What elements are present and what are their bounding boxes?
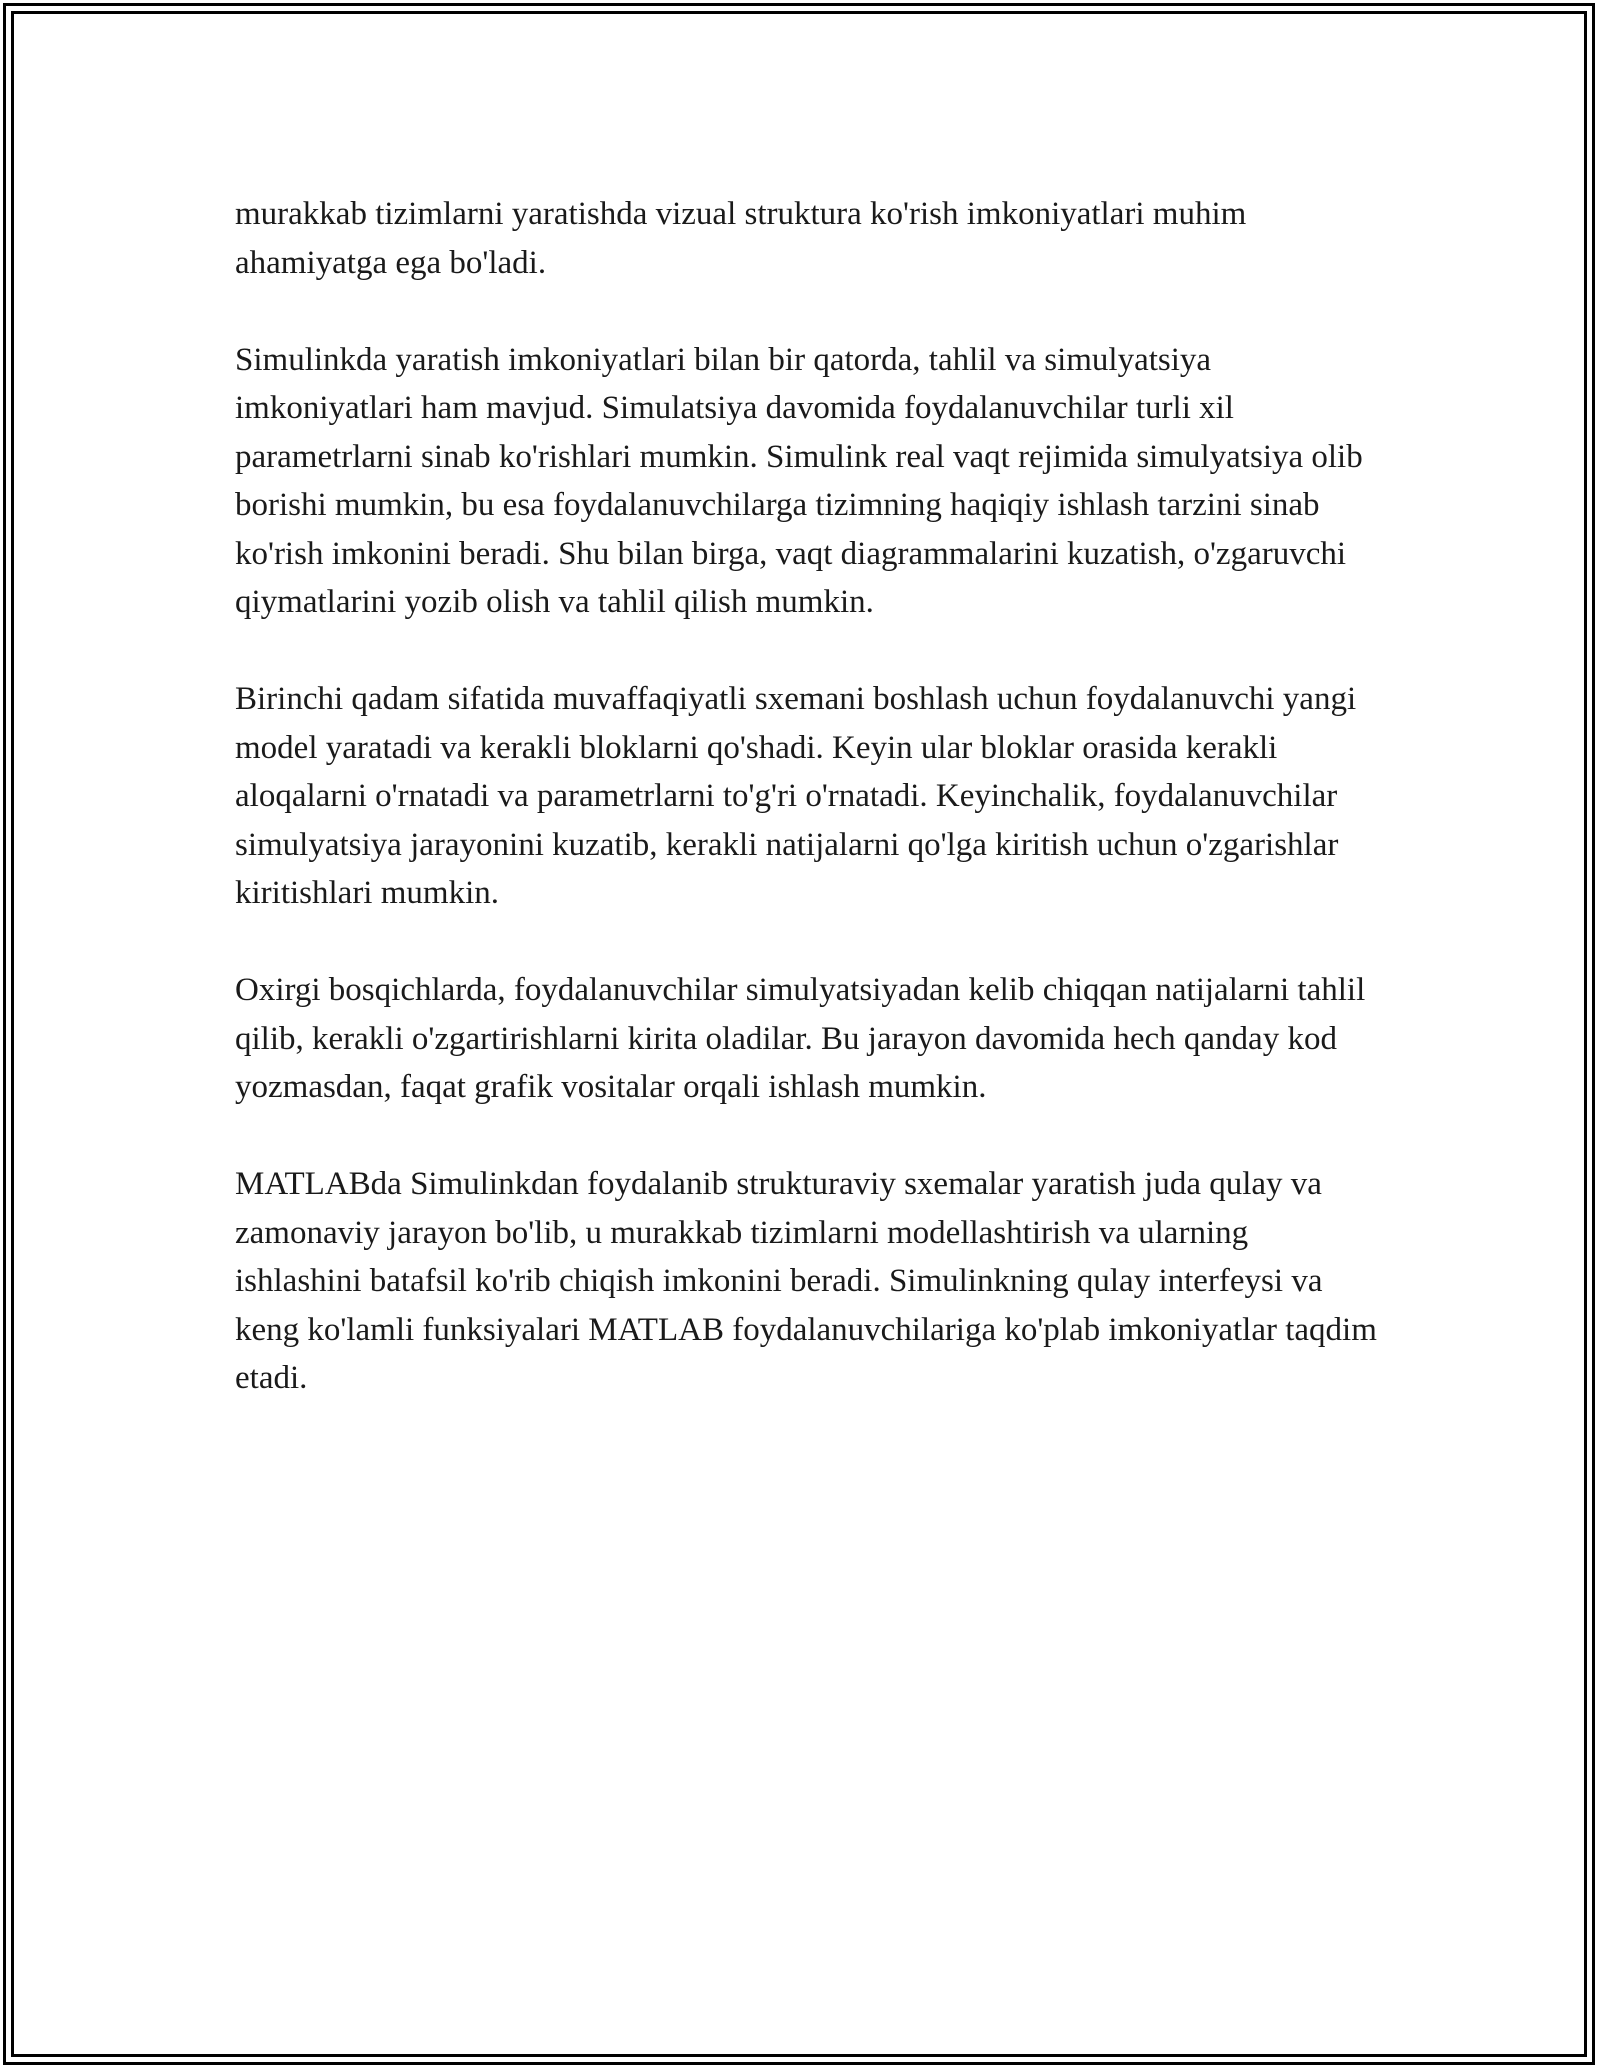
paragraph-2: Simulinkda yaratish imkoniyatlari bilan bir qatorda, tahlil va simulyatsiya imkoniyatlari ham mavjud. Simulatsiya davomida foydalanuvchilar turli xil parametrlarni sinab ko'rishlari mumkin. Simulink real vaqt rejimida simulyatsiya olib borishi mumkin, bu esa foydalanuvchilarga tizimning haqiqiy ishlash tarzini sinab ko'rish imkonini beradi. Shu bilan birga, vaqt diagrammalarini kuzatish, o'zgaruvchi qiymatlarini yozib olish va tahlil qilish mumkin. — [235, 341, 1363, 620]
paragraph-4: Oxirgi bosqichlarda, foydalanuvchilar simulyatsiyadan kelib chiqqan natijalarni tahlil qilib, kerakli o'zgartirishlarni kirita oladilar. Bu jarayon davomida hech qanday kod yozmasdan, faqat grafik vositalar orqali ishlash mumkin. — [235, 972, 1366, 1105]
document-body — [235, 190, 1380, 1451]
paragraph-3: Birinchi qadam sifatida muvaffaqiyatli sxemani boshlash uchun foydalanuvchi yangi model yaratadi va kerakli bloklarni qo'shadi. Keyin ular bloklar orasida kerakli aloqalarni o'rnatadi va parametrlarni to'g'ri o'rnatadi. Keyinchalik, foydalanuvchilar simulyatsiya jarayonini kuzatib, kerakli natijalarni qo'lga kiritish uchun o'zgarishlar kiritishlari mumkin. — [235, 681, 1357, 911]
paragraph-5: MATLABda Simulinkdan foydalanib strukturaviy sxemalar yaratish juda qulay va zamonaviy jarayon bo'lib, u murakkab tizimlarni modellashtirish va ularning ishlashini batafsil ko'rib chiqish imkonini beradi. Simulinkning qulay interfeysi va keng ko'lamli funksiyalari MATLAB foydalanuvchilariga ko'plab imkoniyatlar taqdim etadi. — [235, 1166, 1377, 1396]
paragraph-1: murakkab tizimlarni yaratishda vizual struktura ko'rish imkoniyatlari muhim ahamiyatga ega bo'ladi. — [235, 196, 1247, 281]
